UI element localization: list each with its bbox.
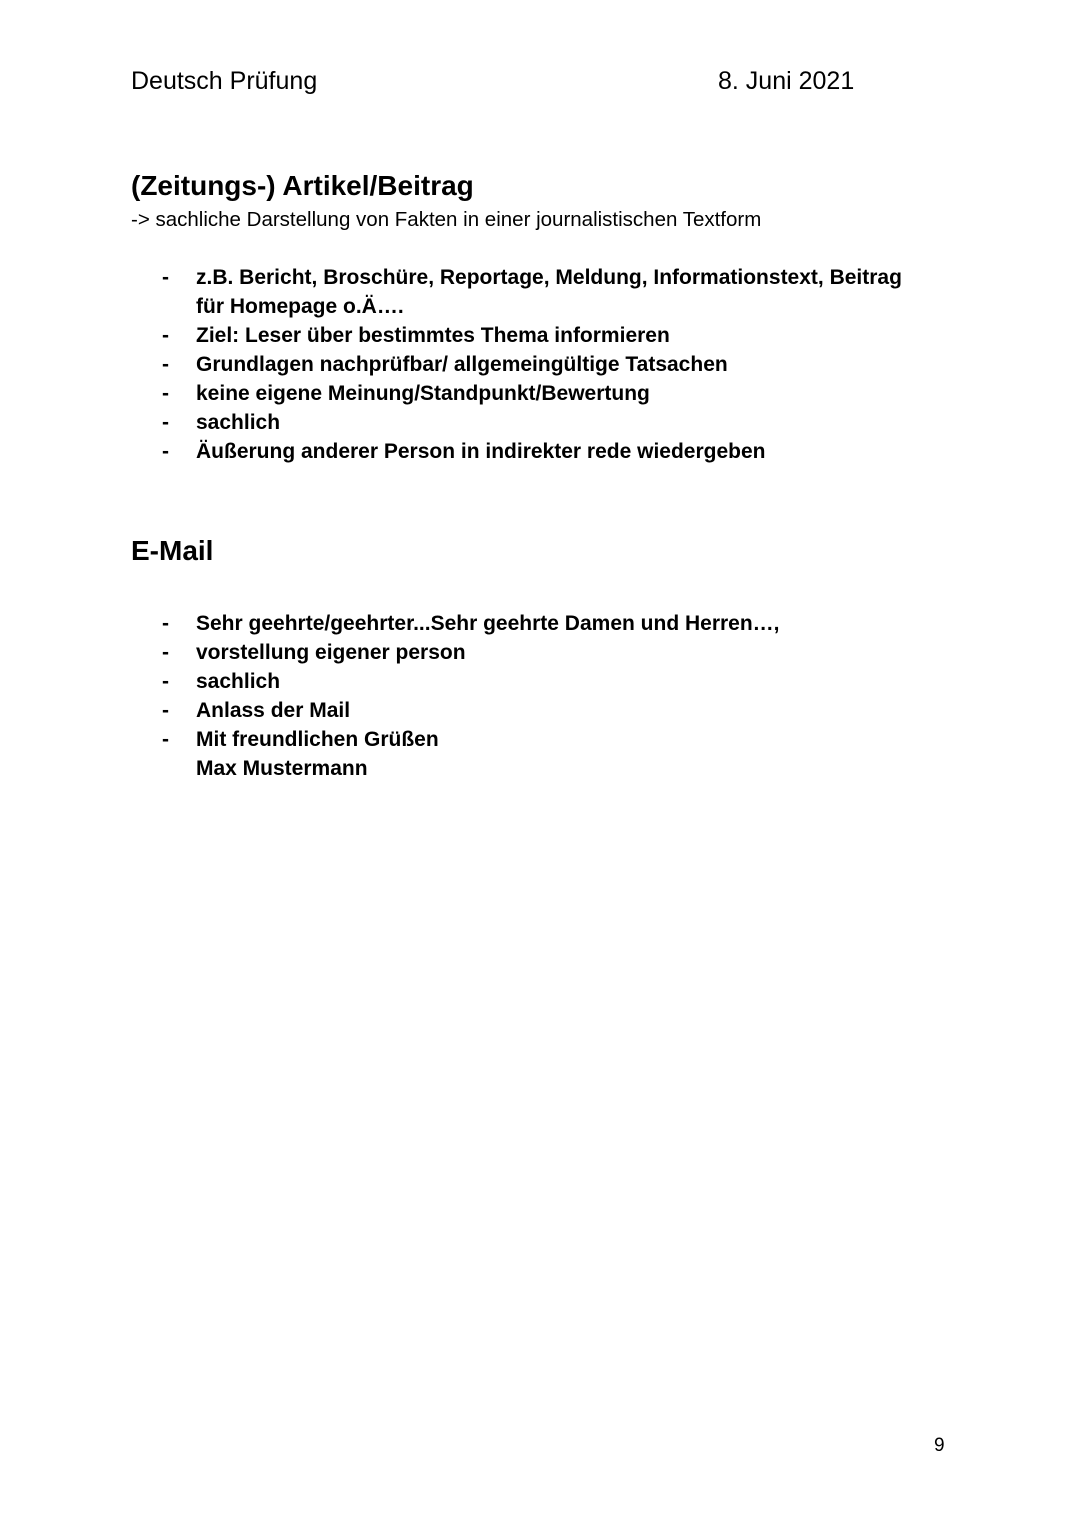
list-item-continuation-text: für Homepage o.Ä…. bbox=[196, 295, 404, 318]
list-item bbox=[160, 437, 960, 466]
list-item-text: Sehr geehrte/geehrter...Sehr geehrte Damen und Herren…, bbox=[196, 612, 780, 635]
bullet-dash-icon: - bbox=[162, 411, 169, 434]
header-subject: Deutsch Prüfung bbox=[131, 67, 318, 95]
bullet-dash-icon: - bbox=[162, 670, 169, 693]
list-item bbox=[160, 667, 960, 696]
bullet-dash-icon: - bbox=[162, 612, 169, 635]
list-item bbox=[160, 609, 960, 638]
list-item bbox=[160, 263, 960, 292]
list-item-text: Äußerung anderer Person in indirekter rede wiedergeben bbox=[196, 440, 766, 463]
bullet-dash-icon: - bbox=[162, 728, 169, 751]
email-bullet-list bbox=[160, 609, 960, 783]
list-item-text: z.B. Bericht, Broschüre, Reportage, Meldung, Informationstext, Beitrag bbox=[196, 266, 902, 289]
list-item bbox=[160, 696, 960, 725]
list-item-continuation-text: Max Mustermann bbox=[196, 757, 368, 780]
list-item bbox=[160, 408, 960, 437]
list-item bbox=[160, 638, 960, 667]
bullet-dash-icon: - bbox=[162, 641, 169, 664]
list-item-text: sachlich bbox=[196, 411, 281, 434]
article-bullet-list bbox=[160, 263, 960, 466]
list-item-text: Mit freundlichen Grüßen bbox=[196, 728, 439, 751]
list-item bbox=[160, 350, 960, 379]
section-title-email: E-Mail bbox=[131, 535, 214, 566]
bullet-dash-icon: - bbox=[162, 266, 169, 289]
list-item bbox=[160, 321, 960, 350]
list-item-text: Grundlagen nachprüfbar/ allgemeingültige Tatsachen bbox=[196, 353, 728, 376]
list-item-text: vorstellung eigener person bbox=[196, 641, 466, 664]
bullet-dash-icon: - bbox=[162, 324, 169, 347]
list-item bbox=[160, 725, 960, 754]
list-item-continuation bbox=[160, 292, 960, 321]
section-title-article: (Zeitungs-) Artikel/Beitrag bbox=[131, 170, 474, 201]
list-item-text: Anlass der Mail bbox=[196, 699, 351, 722]
list-item-text: Ziel: Leser über bestimmtes Thema informieren bbox=[196, 324, 670, 347]
page-number: 9 bbox=[934, 1435, 945, 1456]
bullet-dash-icon: - bbox=[162, 699, 169, 722]
bullet-dash-icon: - bbox=[162, 353, 169, 376]
bullet-dash-icon: - bbox=[162, 382, 169, 405]
list-item-text: sachlich bbox=[196, 670, 281, 693]
list-item-continuation bbox=[160, 754, 960, 783]
bullet-dash-icon: - bbox=[162, 440, 169, 463]
section-subtitle-article: -> sachliche Darstellung von Fakten in einer journalistischen Textform bbox=[131, 208, 762, 231]
header-date: 8. Juni 2021 bbox=[718, 67, 855, 95]
list-item bbox=[160, 379, 960, 408]
list-item-text: keine eigene Meinung/Standpunkt/Bewertung bbox=[196, 382, 650, 405]
